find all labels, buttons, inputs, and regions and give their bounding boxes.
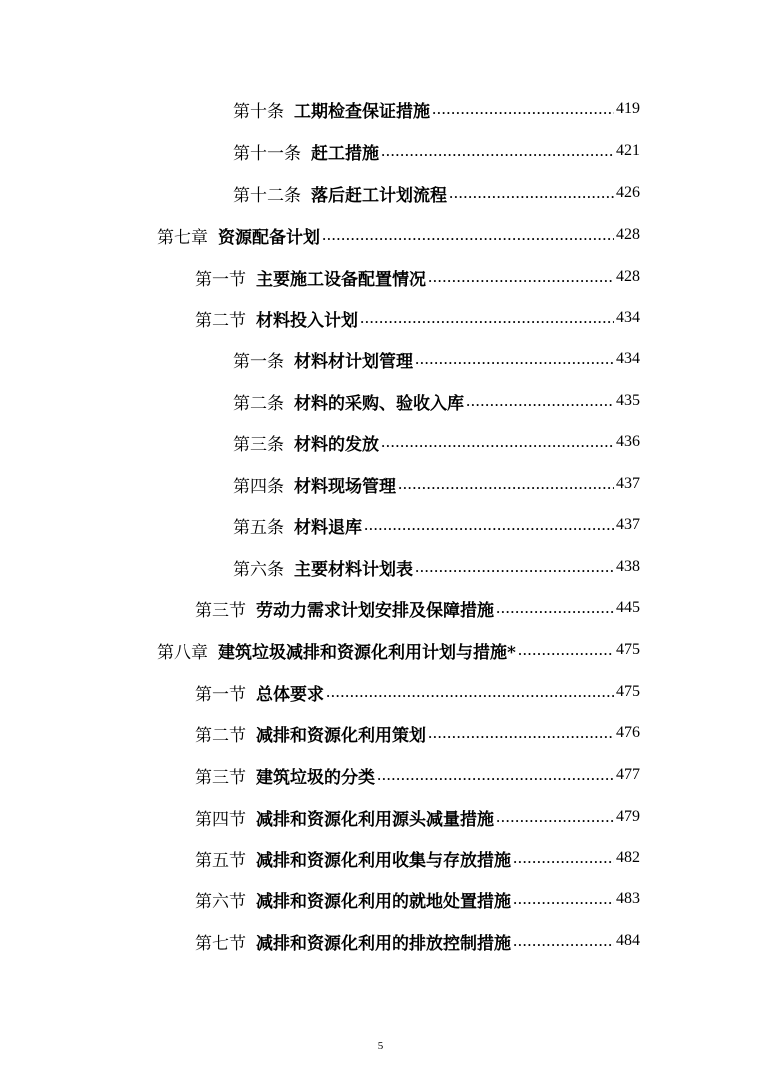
- toc-entry-title: 减排和资源化利用收集与存放措施: [256, 850, 511, 871]
- dot-leader: [326, 682, 614, 702]
- toc-entry[interactable]: [233, 547, 640, 587]
- toc-entry-title: 减排和资源化利用的排放控制措施: [256, 933, 511, 954]
- toc-entry-title: 落后赶工计划流程: [311, 185, 447, 206]
- toc-entry-page: 426: [616, 184, 640, 201]
- toc-entry-page: 483: [616, 890, 640, 907]
- page-number: 5: [377, 1040, 384, 1052]
- toc-entry-number: 第六条: [233, 559, 284, 580]
- toc-entry-number: 第十条: [233, 101, 284, 122]
- dot-leader: [513, 931, 614, 951]
- toc-entry-title: 主要材料计划表: [294, 559, 413, 580]
- dot-leader: [377, 765, 614, 785]
- toc-entry-title: 建筑垃圾的分类: [256, 767, 375, 788]
- toc-entry-number: 第七节: [195, 933, 246, 954]
- toc-entry-title: 材料的发放: [294, 434, 379, 455]
- toc-entry-number: 第二节: [195, 725, 246, 746]
- dot-leader: [381, 141, 614, 161]
- toc-entry[interactable]: [233, 422, 640, 462]
- toc-entry-number: 第一条: [233, 351, 284, 372]
- toc-entry-title: 减排和资源化利用源头减量措施: [256, 809, 494, 830]
- toc-entry-page: 479: [616, 808, 640, 825]
- toc-entry[interactable]: [195, 672, 640, 712]
- toc-entry[interactable]: [195, 879, 640, 919]
- toc-entry[interactable]: [233, 505, 640, 545]
- toc-entry-page: 435: [616, 392, 640, 409]
- toc-entry-number: 第八章: [157, 642, 208, 663]
- toc-entry-page: 437: [616, 475, 640, 492]
- dot-leader: [518, 640, 614, 660]
- toc-entry-title: 总体要求: [256, 684, 324, 705]
- toc-entry-title: 材料退库: [294, 517, 362, 538]
- dot-leader: [496, 598, 614, 618]
- toc-entry[interactable]: [195, 713, 640, 753]
- toc-entry-number: 第四节: [195, 809, 246, 830]
- toc-entry[interactable]: [195, 588, 640, 628]
- toc-entry[interactable]: [233, 381, 640, 421]
- toc-entry-number: 第一节: [195, 269, 246, 290]
- dot-leader: [398, 474, 614, 494]
- toc-entry[interactable]: [195, 838, 640, 878]
- toc-entry-title: 工期检查保证措施: [294, 101, 430, 122]
- toc-entry-number: 第二条: [233, 393, 284, 414]
- toc-entry[interactable]: [195, 755, 640, 795]
- dot-leader: [428, 267, 614, 287]
- toc-entry-title: 材料现场管理: [294, 476, 396, 497]
- toc-entry-page: 421: [616, 142, 640, 159]
- dot-leader: [432, 99, 614, 119]
- toc-entry-page: 445: [616, 599, 640, 616]
- toc-entry-title: 赶工措施: [311, 143, 379, 164]
- dot-leader: [364, 515, 614, 535]
- dot-leader: [513, 889, 614, 909]
- dot-leader: [381, 432, 614, 452]
- toc-entry[interactable]: [195, 257, 640, 297]
- dot-leader: [415, 557, 614, 577]
- toc-entry[interactable]: [233, 339, 640, 379]
- toc-entry-page: 428: [616, 268, 640, 285]
- toc-entry[interactable]: [233, 464, 640, 504]
- toc-entry-number: 第三节: [195, 767, 246, 788]
- dot-leader: [415, 349, 614, 369]
- dot-leader: [449, 183, 614, 203]
- toc-entry-page: 419: [616, 100, 640, 117]
- toc-entry-page: 434: [616, 350, 640, 367]
- toc-entry-number: 第二节: [195, 310, 246, 331]
- toc-entry[interactable]: [195, 298, 640, 338]
- toc-entry-page: 434: [616, 309, 640, 326]
- toc-entry-page: 438: [616, 558, 640, 575]
- toc-entry[interactable]: [233, 131, 640, 171]
- toc-entry[interactable]: [233, 173, 640, 213]
- toc-entry[interactable]: [195, 797, 640, 837]
- toc-entry[interactable]: [157, 630, 640, 670]
- toc-entry-page: 484: [616, 932, 640, 949]
- toc-entry-title: 劳动力需求计划安排及保障措施: [256, 600, 494, 621]
- toc-entry-page: 436: [616, 433, 640, 450]
- dot-leader: [496, 807, 614, 827]
- toc-entry-number: 第六节: [195, 891, 246, 912]
- toc-entry-page: 476: [616, 724, 640, 741]
- dot-leader: [360, 308, 614, 328]
- dot-leader: [466, 391, 614, 411]
- toc-entry[interactable]: [233, 89, 640, 129]
- toc-entry-number: 第五节: [195, 850, 246, 871]
- toc-entry-number: 第三条: [233, 434, 284, 455]
- toc-entry-title: 减排和资源化利用的就地处置措施: [256, 891, 511, 912]
- dot-leader: [322, 225, 614, 245]
- toc-entry-number: 第十一条: [233, 143, 301, 164]
- toc-entry[interactable]: [157, 215, 640, 255]
- toc-entry-page: 437: [616, 516, 640, 533]
- dot-leader: [513, 848, 614, 868]
- toc-entry-number: 第十二条: [233, 185, 301, 206]
- toc-entry-page: 477: [616, 766, 640, 783]
- toc-entry-page: 482: [616, 849, 640, 866]
- toc-entry[interactable]: [195, 921, 640, 961]
- toc-entry-page: 475: [616, 683, 640, 700]
- toc-entry-title: 建筑垃圾减排和资源化利用计划与措施*: [218, 642, 516, 663]
- toc-entry-page: 475: [616, 641, 640, 658]
- toc-entry-number: 第四条: [233, 476, 284, 497]
- toc-entry-number: 第七章: [157, 227, 208, 248]
- toc-entry-title: 材料投入计划: [256, 310, 358, 331]
- toc-entry-page: 428: [616, 226, 640, 243]
- toc-entry-number: 第三节: [195, 600, 246, 621]
- toc-entry-title: 减排和资源化利用策划: [256, 725, 426, 746]
- toc-entry-title: 材料的采购、验收入库: [294, 393, 464, 414]
- toc-entry-title: 主要施工设备配置情况: [256, 269, 426, 290]
- toc-entry-number: 第一节: [195, 684, 246, 705]
- toc-entry-title: 资源配备计划: [218, 227, 320, 248]
- toc-entry-number: 第五条: [233, 517, 284, 538]
- dot-leader: [428, 723, 614, 743]
- toc-entry-title: 材料材计划管理: [294, 351, 413, 372]
